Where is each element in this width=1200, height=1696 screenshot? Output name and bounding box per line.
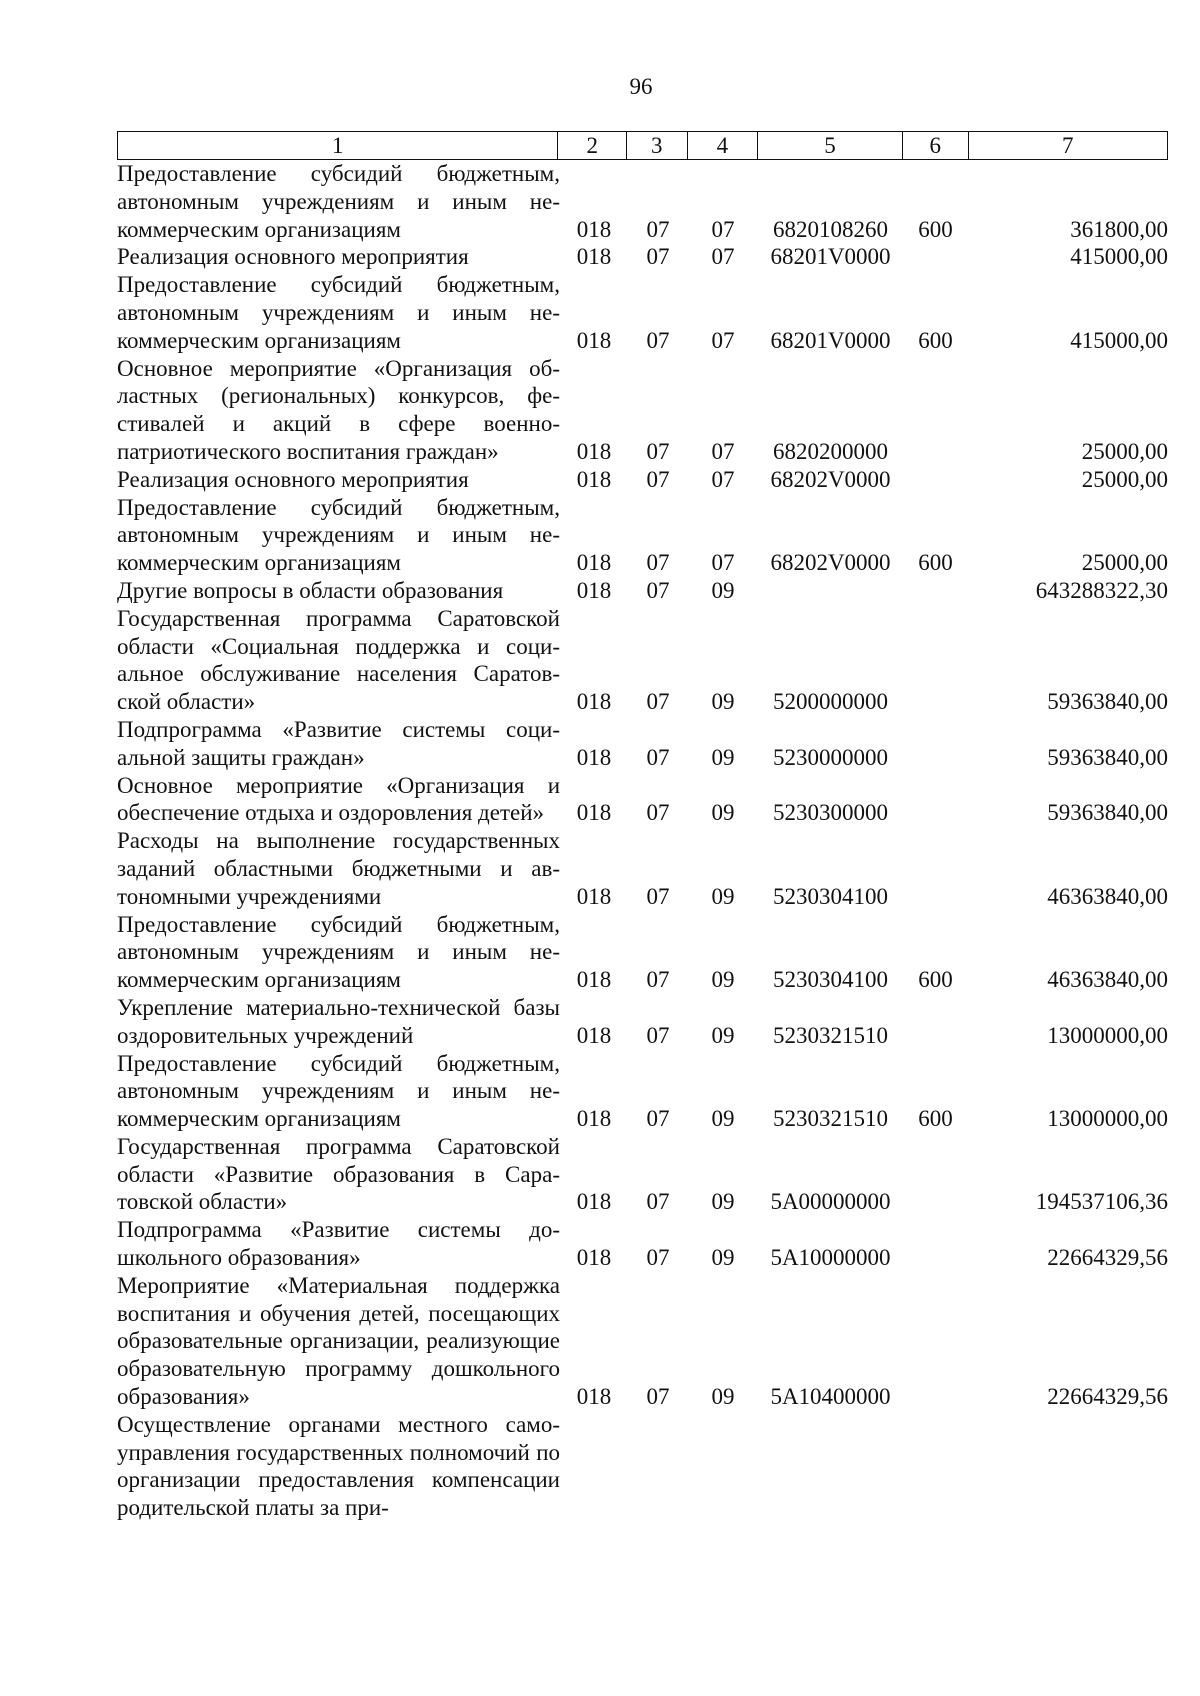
row-cell-c4: 07 [711,244,735,270]
row-cell-c2: 018 [576,577,612,603]
row-cell-c2: 018 [576,438,612,464]
row-cell-c6: 600 [918,216,953,242]
table-row [117,1411,1168,1522]
row-cell-c2: 018 [576,1022,612,1048]
row-cell-c7: 46363840,00 [1047,967,1168,993]
row-cell-c4: 09 [711,1106,735,1132]
row-name: Укрепление материально-технической базы оздоровительных учреждений [117,994,560,1048]
row-cell-c5: 5230304100 [773,883,888,909]
row-cell-c2: 018 [576,1384,612,1410]
row-cell-c7: 13000000,00 [1047,1106,1168,1132]
page-number: 96 [629,74,653,99]
row-cell-c5: 68202V0000 [770,466,891,492]
column-header-3: 3 [626,132,687,160]
row-cell-c4: 09 [711,1189,735,1215]
row-cell-c3: 07 [646,1384,670,1410]
row-cell-c3: 07 [646,550,670,576]
row-cell-c4: 07 [711,550,735,576]
row-cell-c2: 018 [576,244,612,270]
row-name: Предоставление субсидий бюджетным, автономным учреждениям и иным некоммерческим организациям [117,911,560,993]
row-cell-c4: 07 [711,466,735,492]
row-cell-c3: 07 [646,1245,670,1271]
row-cell-c2: 018 [576,744,612,770]
column-header-4: 4 [687,132,758,160]
table-row [117,772,1168,828]
row-name: Расходы на выполнение государственных заданий областными бюджетными и автономными учреждениями [117,828,560,909]
row-name: Основное мероприятие «Организация и обеспечение отдыха и оздоровления детей» [117,772,560,826]
row-cell-c4: 09 [711,1022,735,1048]
table-row [117,160,1168,243]
row-name: Государственная программа Саратовской области «Развитие образования в Саратовской области» [117,1133,560,1215]
table-row [117,355,1168,466]
row-cell-c3: 07 [646,744,670,770]
row-cell-c7: 59363840,00 [1047,689,1168,715]
row-name: Предоставление субсидий бюджетным, автономным учреждениям и иным некоммерческим организациям [117,494,560,576]
row-cell-c7: 13000000,00 [1047,1022,1168,1048]
row-cell-c5: 5230000000 [773,744,888,770]
table-row [117,911,1168,994]
row-name: Реализация основного мероприятия [117,244,469,270]
row-cell-c3: 07 [646,1189,670,1215]
table-row [117,494,1168,577]
row-cell-c7: 25000,00 [1081,550,1168,576]
row-cell-c5: 5А00000000 [770,1189,891,1215]
row-cell-c4: 07 [711,216,735,242]
row-cell-c5: 5230304100 [773,967,888,993]
row-cell-c2: 018 [576,1106,612,1132]
row-cell-c4: 07 [711,327,735,353]
row-name: Государственная программа Саратовской области «Социальная поддержка и социальное обслуживание населения Саратовской области» [117,605,560,715]
table-row [117,1272,1168,1411]
row-cell-c2: 018 [576,216,612,242]
row-cell-c3: 07 [646,1022,670,1048]
row-cell-c5: 5230321510 [773,1106,888,1132]
row-cell-c4: 09 [711,689,735,715]
row-cell-c3: 07 [646,244,670,270]
row-cell-c2: 018 [576,883,612,909]
row-cell-c6: 600 [918,327,953,353]
column-header-5: 5 [758,132,903,160]
budget-table-body [117,160,1168,1522]
row-cell-c3: 07 [646,883,670,909]
row-cell-c2: 018 [576,1189,612,1215]
row-name: Предоставление субсидий бюджетным, автономным учреждениям и иным некоммерческим организациям [117,161,560,242]
row-cell-c7: 25000,00 [1081,466,1168,492]
row-cell-c5: 5А10000000 [770,1245,891,1271]
row-cell-c2: 018 [576,466,612,492]
row-cell-c3: 07 [646,438,670,464]
row-cell-c5: 68202V0000 [770,550,891,576]
column-header-7: 7 [968,132,1167,160]
row-cell-c3: 07 [646,689,670,715]
row-cell-c2: 018 [576,800,612,826]
row-cell-c7: 59363840,00 [1047,744,1168,770]
row-cell-c7: 22664329,56 [1047,1245,1168,1271]
row-cell-c7: 415000,00 [1070,244,1168,270]
row-cell-c5: 5230321510 [773,1022,888,1048]
row-name: Мероприятие «Материальная поддержка воспитания и обучения детей, посещающих образовательные организации, реализующие образовательную программу дошкольного образования» [117,1272,560,1410]
column-header-6: 6 [902,132,968,160]
table-row [117,577,1168,605]
column-header-table [117,131,1168,160]
row-cell-c2: 018 [576,550,612,576]
row-cell-c6: 600 [918,550,953,576]
column-header-1: 1 [118,132,558,160]
row-cell-c4: 09 [711,883,735,909]
row-name: Осуществление органами местного самоуправления государственных полномочий по организации предоставления компенсации родительской платы за при- [117,1411,560,1521]
row-name: Предоставление субсидий бюджетным, автономным учреждениям и иным некоммерческим организациям [117,1050,560,1132]
table-row [117,243,1168,271]
row-name: Предоставление субсидий бюджетным, автономным учреждениям и иным некоммерческим организациям [117,272,560,353]
row-cell-c7: 194537106,36 [1035,1189,1168,1215]
row-cell-c7: 415000,00 [1070,327,1168,353]
row-cell-c3: 07 [646,1106,670,1132]
table-row [117,827,1168,910]
table-row [117,716,1168,772]
row-cell-c4: 09 [711,744,735,770]
row-cell-c4: 09 [711,577,735,603]
row-name: Реализация основного мероприятия [117,466,469,492]
row-cell-c3: 07 [646,327,670,353]
row-cell-c2: 018 [576,689,612,715]
row-cell-c3: 07 [646,466,670,492]
table-row [117,1050,1168,1133]
row-cell-c7: 59363840,00 [1047,800,1168,826]
row-cell-c7: 361800,00 [1070,216,1168,242]
row-cell-c5: 68201V0000 [770,327,891,353]
row-name: Подпрограмма «Развитие системы дошкольного образования» [117,1217,560,1271]
table-row [117,1216,1168,1272]
row-cell-c7: 643288322,30 [1035,577,1168,603]
row-cell-c5: 5А10400000 [770,1384,891,1410]
row-cell-c3: 07 [646,800,670,826]
table-row [117,1133,1168,1216]
column-header-2: 2 [558,132,627,160]
row-cell-c3: 07 [646,577,670,603]
row-cell-c4: 09 [711,1245,735,1271]
row-cell-c4: 09 [711,800,735,826]
row-cell-c5: 5230300000 [773,800,888,826]
row-cell-c7: 25000,00 [1081,438,1168,464]
row-name: Другие вопросы в области образования [117,577,504,603]
row-cell-c4: 09 [711,1384,735,1410]
row-cell-c4: 07 [711,438,735,464]
row-cell-c5: 5200000000 [773,689,888,715]
row-cell-c3: 07 [646,967,670,993]
row-cell-c6: 600 [918,1106,953,1132]
row-name: Основное мероприятие «Организация областных (региональных) конкурсов, фестивалей и акций в сфере военно-патриотического воспитания граждан» [117,355,560,464]
row-cell-c7: 22664329,56 [1047,1384,1168,1410]
row-name: Подпрограмма «Развитие системы социальной защиты граждан» [117,716,560,770]
row-cell-c7: 46363840,00 [1047,883,1168,909]
row-cell-c4: 09 [711,967,735,993]
column-header-row [118,132,1168,160]
row-cell-c2: 018 [576,967,612,993]
table-row [117,466,1168,494]
row-cell-c6: 600 [918,967,953,993]
row-cell-c5: 6820200000 [773,438,888,464]
table-row [117,605,1168,716]
table-row [117,271,1168,354]
row-cell-c5: 6820108260 [773,216,888,242]
row-cell-c2: 018 [576,1245,612,1271]
row-cell-c3: 07 [646,216,670,242]
table-row [117,994,1168,1050]
row-cell-c5: 68201V0000 [770,244,891,270]
row-cell-c2: 018 [576,327,612,353]
